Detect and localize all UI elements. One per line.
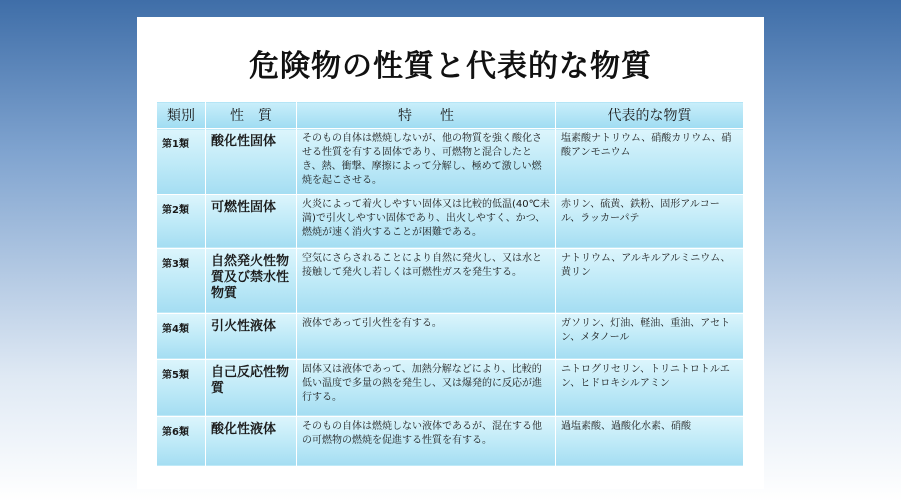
table-row bbox=[157, 313, 744, 359]
property-cell: 自然発火性物質及び禁水性物質 bbox=[206, 248, 297, 313]
examples-cell: 赤リン、硫黄、鉄粉、固形アルコール、ラッカーパテ bbox=[556, 194, 744, 248]
property-cell: 酸化性固体 bbox=[206, 129, 297, 195]
page-title: 危険物の性質と代表的な物質 bbox=[249, 49, 652, 84]
examples-cell: 過塩素酸、過酸化水素、硝酸 bbox=[556, 416, 744, 466]
examples-cell: 塩素酸ナトリウム、硝酸カリウム、硝酸アンモニウム bbox=[556, 129, 744, 195]
property-cell: 可燃性固体 bbox=[206, 194, 297, 248]
header-property: 性 質 bbox=[206, 102, 297, 129]
table-row bbox=[157, 359, 744, 416]
examples-cell: ガソリン、灯油、軽油、重油、アセトン、メタノール bbox=[556, 313, 744, 359]
property-cell: 引火性液体 bbox=[206, 313, 297, 359]
property-cell: 酸化性液体 bbox=[206, 416, 297, 466]
feature-cell: 火炎によって着火しやすい固体又は比較的低温(40℃未満)で引火しやすい固体であり、出火しやすく、かつ、燃焼が速く消火することが困難である。 bbox=[297, 194, 556, 248]
category-cell: 第4類 bbox=[157, 313, 206, 359]
table-row bbox=[157, 416, 744, 466]
feature-cell: そのもの自体は燃焼しない液体であるが、混在する他の可燃物の燃焼を促進する性質を有する。 bbox=[297, 416, 556, 466]
feature-cell: 液体であって引火性を有する。 bbox=[297, 313, 556, 359]
category-cell: 第5類 bbox=[157, 359, 206, 416]
property-cell: 自己反応性物質 bbox=[206, 359, 297, 416]
category-cell: 第3類 bbox=[157, 248, 206, 313]
hazard-table bbox=[156, 101, 744, 467]
header-category: 類別 bbox=[157, 102, 206, 129]
examples-cell: ナトリウム、アルキルアルミニウム、黄リン bbox=[556, 248, 744, 313]
category-cell: 第2類 bbox=[157, 194, 206, 248]
feature-cell: 固体又は液体であって、加熱分解などにより、比較的低い温度で多量の熱を発生し、又は爆発的に反応が進行する。 bbox=[297, 359, 556, 416]
feature-cell: 空気にさらされることにより自然に発火し、又は水と接触して発火し若しくは可燃性ガスを発生する。 bbox=[297, 248, 556, 313]
table-row bbox=[157, 194, 744, 248]
category-cell: 第1類 bbox=[157, 129, 206, 195]
table-row bbox=[157, 248, 744, 313]
feature-cell: そのもの自体は燃焼しないが、他の物質を強く酸化させる性質を有する固体であり、可燃物と混合したとき、熱、衝撃、摩擦によって分解し、極めて激しい燃焼を起こさせる。 bbox=[297, 129, 556, 195]
header-examples: 代表的な物質 bbox=[556, 102, 744, 129]
table-header-row bbox=[157, 102, 744, 129]
table-row bbox=[157, 129, 744, 195]
slide bbox=[137, 17, 764, 489]
category-cell: 第6類 bbox=[157, 416, 206, 466]
header-feature: 特 性 bbox=[297, 102, 556, 129]
examples-cell: ニトログリセリン、トリニトロトルエン、ヒドロキシルアミン bbox=[556, 359, 744, 416]
